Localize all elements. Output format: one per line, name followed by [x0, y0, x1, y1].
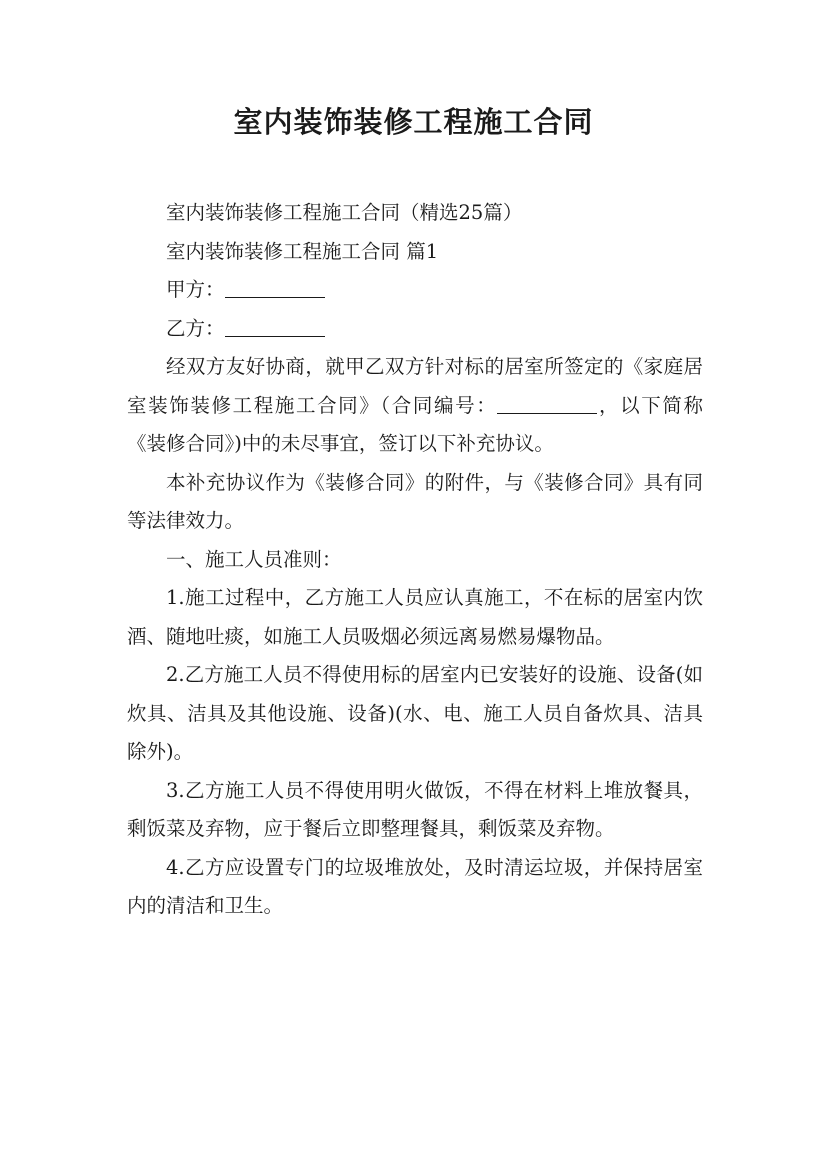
rule-item: 1.施工过程中，乙方施工人员应认真施工，不在标的居室内饮酒、随地吐痰，如施工人员吸烟必须远离易燃易爆物品。: [127, 586, 703, 648]
document-body: [127, 194, 703, 926]
rule-item: 3.乙方施工人员不得使用明火做饭，不得在材料上堆放餐具，剩饭菜及弃物，应于餐后立即整理餐具，剩饭菜及弃物。: [127, 778, 703, 840]
section-heading: 室内装饰装修工程施工合同 篇1: [166, 239, 439, 263]
document-title: 室内装饰装修工程施工合同: [233, 105, 594, 139]
party-b-label: 乙方：: [166, 316, 225, 340]
party-a-line: [127, 271, 703, 310]
rule-item: 4.乙方应设置专门的垃圾堆放处，及时清运垃圾，并保持居室内的清洁和卫生。: [127, 855, 703, 917]
rule-item: 2.乙方施工人员不得使用标的居室内已安装好的设施、设备(如炊具、洁具及其他设施、设备)(水、电、施工人员自备炊具、洁具除外)。: [127, 663, 703, 763]
contract-number-blank: [497, 393, 597, 414]
intro-part-2: ，以下简称《装修合同》)中的未尽事宜，签订以下补充协议。: [127, 393, 703, 455]
document-subtitle: 室内装饰装修工程施工合同（精选25篇）: [166, 201, 523, 224]
intro-part-1: 经双方友好协商，就甲乙双方针对标的居室所签定的《家庭居室装饰装修工程施工合同》（合同编号：: [127, 355, 703, 417]
rules-heading: 一、施工人员准则：: [166, 547, 342, 571]
party-a-blank: [225, 278, 325, 299]
intro-paragraph: [127, 348, 703, 464]
party-b-line: [127, 310, 703, 349]
party-b-blank: [225, 316, 325, 337]
supplement-statement: 本补充协议作为《装修合同》的附件，与《装修合同》具有同等法律效力。: [127, 470, 703, 532]
party-a-label: 甲方：: [166, 278, 225, 301]
